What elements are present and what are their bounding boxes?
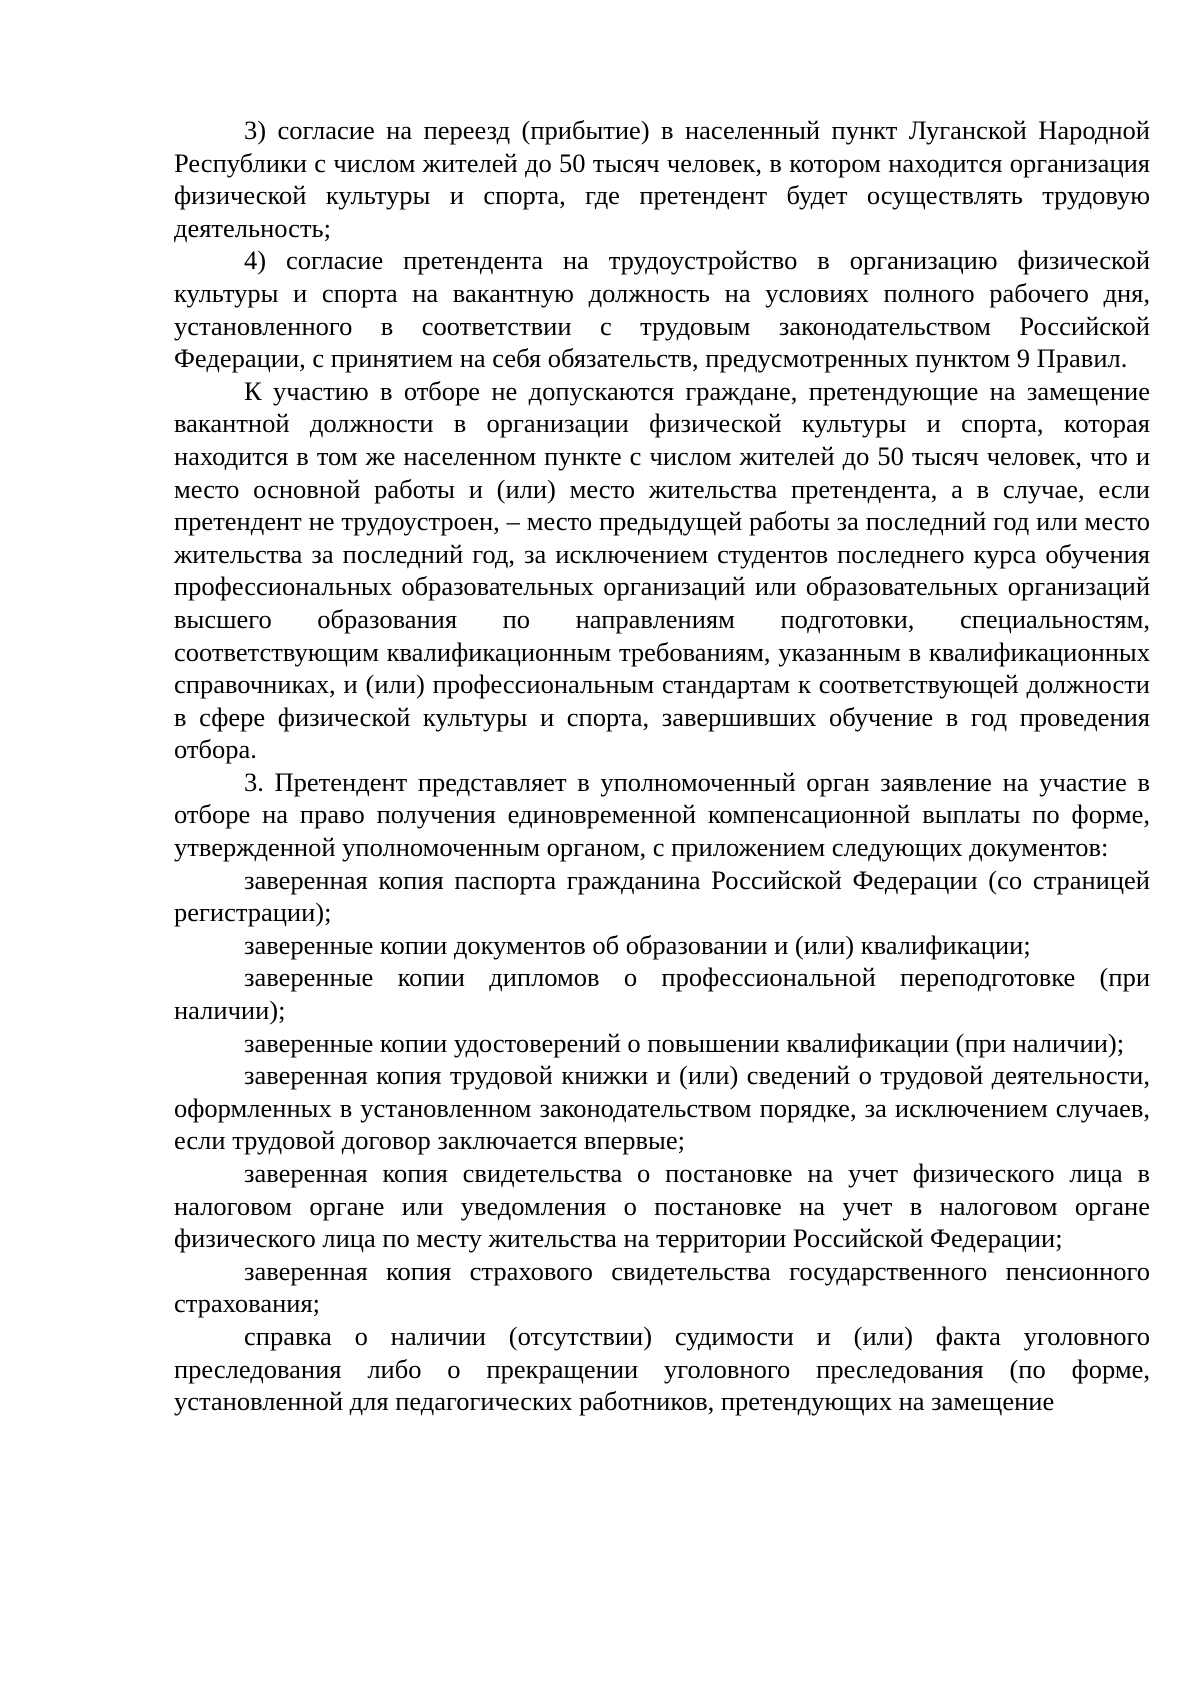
document-page bbox=[174, 114, 1150, 1418]
list-item-retraining-diplomas: заверенные копии дипломов о профессиональной переподготовке (при наличии); bbox=[174, 962, 1150, 1026]
paragraph-exclusion-rule: К участию в отборе не допускаются граждане, претендующие на замещение вакантной должности в организации физической культуры и спорта, которая находится в том же населенном пункте с числом жителей до 50 тысяч человек, что и место основной работы и (или) место жительства претендента, а в случае, если претендент не трудоустроен, – место предыдущей работы за последний год или место жительства за последний год, за исключением студентов последнего курса обучения профессиональных образовательных организаций или образовательных организаций высшего образования по направлениям подготовки, специальностям, соответствующим квалификационным требованиям, указанным в квалификационных справочниках, и (или) профессиональным стандартам к соответствующей должности в сфере физической культуры и спорта, завершивших обучение в год проведения отбора. bbox=[174, 375, 1150, 765]
list-item-employment-record: заверенная копия трудовой книжки и (или) сведений о трудовой деятельности, оформленных в установленном законодательством порядке, за исключением случаев, если трудовой договор заключается впервые; bbox=[174, 1060, 1150, 1156]
list-item-education-documents: заверенные копии документов об образовании и (или) квалификации; bbox=[244, 929, 1031, 960]
list-item-passport-copy: заверенная копия паспорта гражданина Российской Федерации (со страницей регистрации); bbox=[174, 864, 1150, 928]
list-item-criminal-record-certificate: справка о наличии (отсутствии) судимости и (или) факта уголовного преследования либо о прекращении уголовного преследования (по форме, установленной для педагогических работников, претендующих на замещение bbox=[174, 1320, 1150, 1417]
paragraph-item-4-consent-employment: 4) согласие претендента на трудоустройство в организацию физической культуры и спорта на вакантную должность на условиях полного рабочего дня, установленного в соответствии с трудовым законодательством Российской Федерации, с принятием на себя обязательств, предусмотренных пунктом 9 Правил. bbox=[174, 245, 1150, 374]
list-item-qualification-certificates: заверенные копии удостоверений о повышении квалификации (при наличии); bbox=[244, 1027, 1125, 1058]
list-item-pension-insurance: заверенная копия страхового свидетельства государственного пенсионного страхования; bbox=[174, 1255, 1150, 1319]
paragraph-section-3-application: 3. Претендент представляет в уполномоченный орган заявление на участие в отборе на право получения единовременной компенсационной выплаты по форме, утвержденной уполномоченным органом, с приложением следующих документов: bbox=[174, 766, 1150, 863]
list-item-tax-registration: заверенная копия свидетельства о постановке на учет физического лица в налоговом органе или уведомления о постановке на учет в налоговом органе физического лица по месту жительства на территории Российской Федерации; bbox=[174, 1158, 1150, 1254]
paragraph-item-3-consent-relocation: 3) согласие на переезд (прибытие) в населенный пункт Луганской Народной Республики с числом жителей до 50 тысяч человек, в котором находится организация физической культуры и спорта, где претендент будет осуществлять трудовую деятельность; bbox=[174, 115, 1150, 243]
